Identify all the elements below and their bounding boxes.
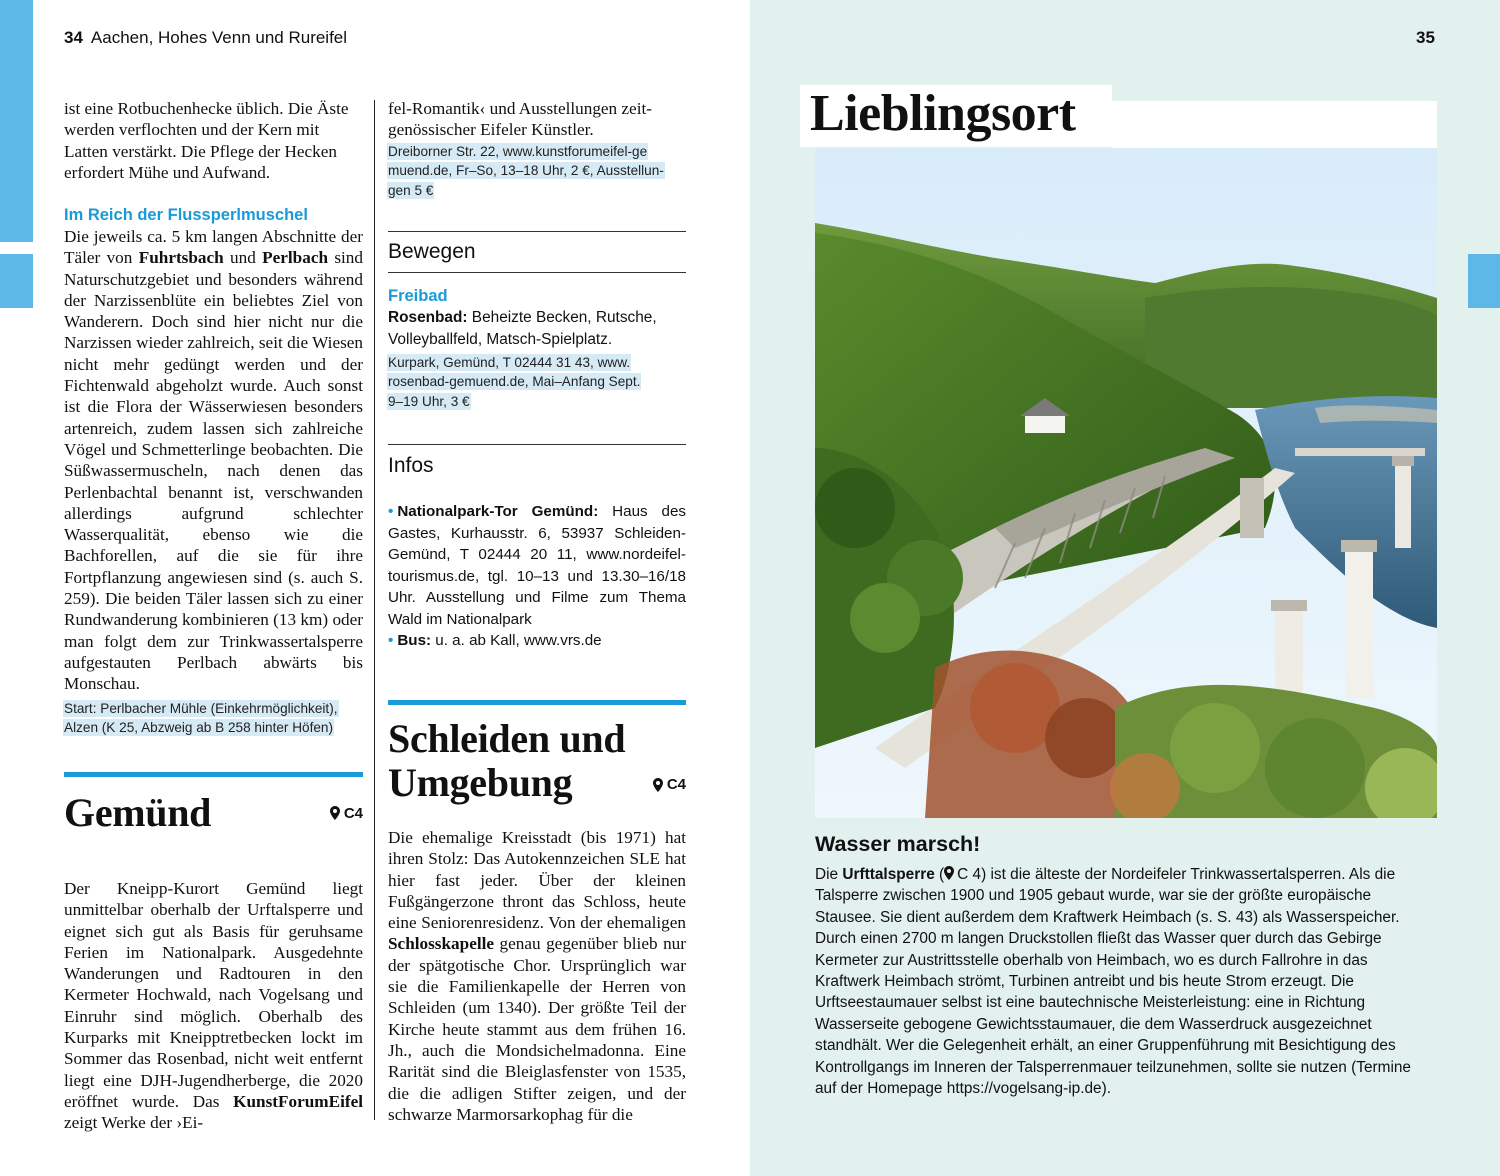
thumb-index-marker	[1468, 254, 1500, 308]
title-line: Schleiden und	[388, 716, 626, 761]
flussperl-section	[64, 205, 363, 737]
thumb-index-marker	[0, 254, 33, 308]
map-pin-icon	[944, 866, 954, 880]
wasser-marsch-heading: Wasser marsch!	[815, 832, 981, 856]
bold-term: Bus:	[397, 632, 432, 649]
gemuend-mapref	[330, 805, 363, 822]
info-line: muend.de, Fr–So, 13–18 Uhr, 2 €, Ausstellun-	[388, 163, 664, 179]
bewegen-heading: Bewegen	[388, 240, 476, 263]
info-line: 9–19 Uhr, 3 €	[388, 393, 470, 409]
bold-term: Rosenbad:	[388, 309, 468, 326]
mapref-label: C4	[343, 804, 363, 822]
mapref-label: C4	[666, 776, 686, 793]
kunstforum-info	[388, 142, 686, 200]
bullet-icon: •	[388, 632, 394, 649]
bold-term: Nationalpark-Tor Gemünd:	[397, 503, 599, 520]
dam-photo	[815, 148, 1437, 818]
section-rule	[64, 772, 363, 777]
text-line: werden verflochten und der Kern mit	[64, 120, 320, 140]
col2-intro	[388, 98, 686, 141]
info-line: Kurpark, Gemünd, T 02444 31 43, www.	[388, 355, 631, 370]
section-rule	[388, 272, 686, 273]
column-divider	[374, 100, 375, 1120]
mapref-label: C 4	[957, 866, 982, 883]
info-line: gen 5 €	[388, 182, 434, 198]
info-item-bus: • Bus: u. a. ab Kall, www.vrs.de	[388, 632, 602, 649]
infos-heading: Infos	[388, 454, 434, 477]
bold-term: KunstForumEifel	[233, 1091, 363, 1111]
bold-term: Perlbach	[262, 248, 329, 268]
gemuend-section	[64, 772, 363, 1134]
schleiden-paragraph: Die ehemalige Kreisstadt (bis 1971) hat ihren Stolz: Das Autokennzeichen SLE hat hier fast jeder. Über der kleinen Fußgängerzone thront das Schloss, heute eine Seniorenresidenz. Von der ehemaligen Schlosskapelle genau gegenüber blieb nur der spätgotische Chor. Ursprünglich war sie die Familienkapelle der Herren von Schleiden (um 1340). Der größte Teil der Kirche heute stammt aus dem frühen 16. Jh., auch die Mondsichelmadonna. Eine Rarität sind die Bleiglasfenster von 1535, die die adligen Stifter zeigen, und der schwarze Marmorsarkophag für die	[388, 828, 686, 1124]
flussperl-info	[64, 699, 363, 738]
bold-term: Fuhrtsbach	[138, 248, 224, 268]
info-item-nationalpark: • Nationalpark-Tor Gemünd: Haus des Gastes, Kurhausstr. 6, 53937 Schleiden-Gemünd, T 02444 20 11, www.nordeifel-tourismus.de, tgl. 10–13 und 13.30–16/18 Uhr. Ausstellung und Filme zum Thema Wald im Nationalpark	[388, 503, 686, 628]
schleiden-title	[388, 717, 625, 805]
bullet-icon: •	[388, 503, 394, 520]
lieblingsort-title: Lieblingsort	[810, 85, 1076, 142]
info-line: Dreiborner Str. 22, www.kunstforumeifel-ge	[388, 144, 648, 159]
urfttalsperre-paragraph: Die Urfttalsperre ( C 4) ist die älteste der Nordeifeler Trinkwassertalsperren. Als die Talsperre zwischen 1900 und 1905 gebaut wurde, war sie der größte europäische Stausee. Sie dient außerdem dem Kraftwerk Heimbach (s. S. 43) als Wasserspeicher. Durch einen 2700 m langen Druckstollen fließt das Wasser quer durch das Gebirge Kermeter zur Austrittsstelle oberhalb von Heimbach, wo es durch Fallrohre in das Kraftwerk Heimbach strömt, Turbinen antreibt und bis heute Strom erzeugt. Die Urftseestaumauer selbst ist eine bautechnische Meisterleistung: eine in Richtung Wasserseite gebogene Gewichtsstaumauer, die dem Wasserdruck ausgezeichnet standhält. Wer die Gelegenheit erhält, an einer Gruppenführung mit Besichtigung des Kontrollgangs im Inneren der Talsperrenmauer teilzunehmen, sollte sie nutzen (Termine auf der Homepage https://vogelsang-ip.de).	[815, 866, 1411, 1098]
left-page-header	[64, 28, 347, 48]
bewegen-section	[388, 231, 686, 411]
text-line: erfordert Mühe und Aufwand.	[64, 162, 271, 182]
bold-term: Schlosskapelle	[388, 934, 495, 954]
schleiden-section	[388, 700, 686, 1125]
section-rule	[388, 231, 686, 232]
title-line: Umgebung	[388, 760, 573, 805]
left-page-number: 34	[64, 28, 83, 47]
freibad-heading: Freibad	[388, 287, 448, 305]
map-pin-icon	[330, 806, 340, 820]
info-line: Start: Perlbacher Mühle (Einkehrmöglichkeit),	[64, 700, 338, 716]
infos-section	[388, 444, 686, 652]
flussperl-heading: Im Reich der Flussperlmuschel	[64, 206, 308, 224]
right-page-number: 35	[1416, 28, 1435, 47]
rosenbad-paragraph: Rosenbad: Beheizte Becken, Rutsche, Volleyballfeld, Matsch-Spielplatz.	[388, 309, 657, 348]
gemuend-title: Gemünd	[64, 790, 212, 835]
thumb-index-tab	[0, 0, 33, 242]
text-line: genössischer Eifeler Künstler.	[388, 120, 594, 140]
bold-term: Urfttalsperre	[842, 866, 935, 883]
rosenbad-info	[388, 353, 686, 411]
schleiden-mapref	[653, 776, 686, 793]
section-rule	[388, 444, 686, 445]
flussperl-paragraph: Die jeweils ca. 5 km langen Abschnitte der Täler von Fuhrtsbach und Perlbach sind Naturschutzgebiet und besonders während der Narzissenblüte ein beliebtes Ziel von Wanderern. Doch sind hier nicht nur die Narzissen wieder zahlreich, seit die Wiesen nicht mehr gedüngt werden und der Fichtenwald abgeholzt wurde. Auch sonst ist die Flora der Wässerwiesen besonders artenreich, zudem lassen sich zahlreiche Vögel und Schmetterlinge beobachten. Die Süßwassermuscheln, nach denen das Perlenbachtal benannt ist, verschwanden allerdings aufgrund schlechter Wasserqualität, ebenso wie die Bachforellen, auf die sie für ihre Fortpflanzung angewiesen sind (s. auch S. 259). Die beiden Täler lassen sich zu einer Rundwanderung kombinieren (13 km) oder man folgt dem zur Trinkwassertalsperre aufgestauten Perlbach abwärts bis Monschau.	[64, 227, 363, 694]
text-line: fel-Romantik‹ und Ausstellungen zeit-	[388, 99, 652, 118]
text-line: Latten verstärkt. Die Pflege der Hecken	[64, 141, 337, 161]
urfttalsperre-photo	[815, 148, 1437, 818]
info-line: rosenbad-gemuend.de, Mai–Anfang Sept.	[388, 374, 641, 390]
text-line: ist eine Rotbuchenhecke üblich. Die Äste	[64, 99, 349, 118]
info-line: Alzen (K 25, Abzweig ab B 258 hinter Höfen)	[64, 719, 334, 735]
photo-top-band	[1112, 101, 1437, 148]
col1-intro	[64, 98, 363, 183]
section-rule	[388, 700, 686, 705]
gemuend-paragraph: Der Kneipp-Kurort Gemünd liegt unmittelbar oberhalb der Urftalsperre und eignet sich gut als Basis für geruhsame Ferien im Nationalpark. Ausgedehnte Wanderungen und Radtouren in den Kermeter Hochwald, nach Vogelsang und Einruhr sind möglich. Oberhalb des Kurparks mit Kneipptretbecken lockt im Sommer das Rosenbad, nicht weit entfernt liegt eine DJH-Jugendherberge, die 2020 eröffnet wurde. Das KunstForumEifel zeigt Werke der ›Ei-	[64, 879, 363, 1133]
chapter-title: Aachen, Hohes Venn und Rureifel	[90, 28, 348, 47]
map-pin-icon	[653, 778, 663, 792]
